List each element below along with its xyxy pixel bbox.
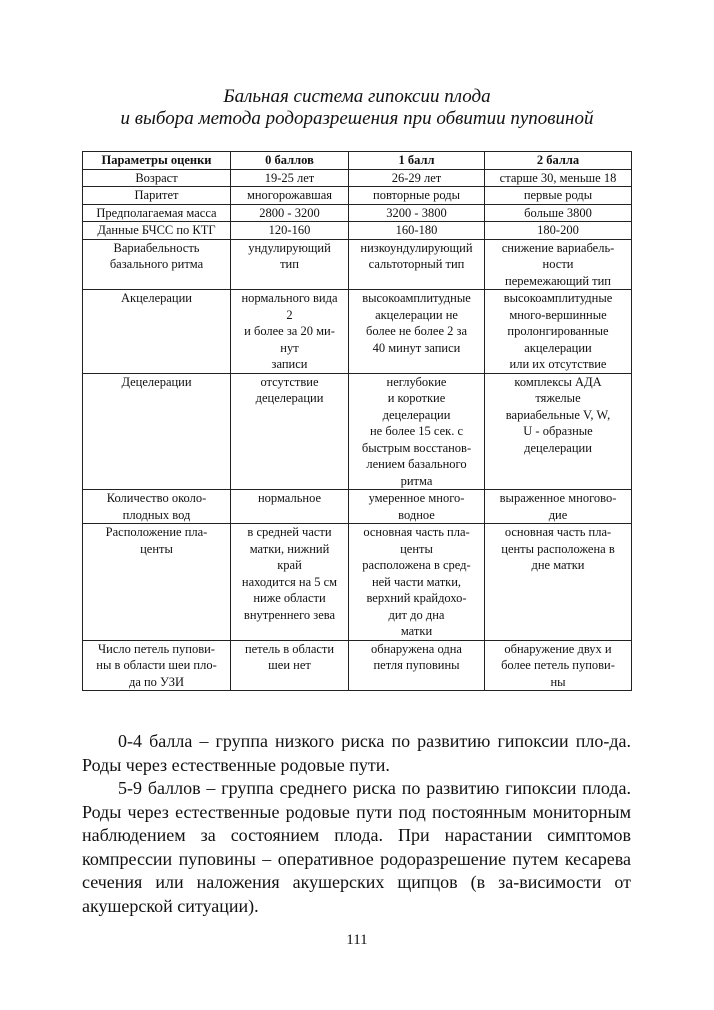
- cell-text-line: Акцелерации: [121, 291, 192, 305]
- table-cell-score-1: [349, 640, 485, 691]
- cell-text-line: обнаружена одна: [371, 641, 462, 656]
- cell-text-line: лением базального: [366, 457, 467, 471]
- paragraph-low-risk: 0-4 балла – группа низкого риска по развитию гипоксии пло-да. Роды через естественные родовые пути.: [82, 731, 631, 775]
- cell-text-line: снижение вариабель-: [501, 240, 615, 255]
- table-cell-param: [83, 222, 231, 240]
- cell-text-line: расположена в сред-: [362, 558, 471, 572]
- table-cell-score-1: [349, 239, 485, 290]
- cell-text-line: пролонгированные: [507, 324, 609, 338]
- table-cell-param: [83, 373, 231, 490]
- table-row: [83, 290, 632, 374]
- cell-text-line: больше 3800: [524, 205, 592, 220]
- table-row: [83, 222, 632, 240]
- cell-text-line: шеи нет: [268, 658, 311, 672]
- cell-text-line: акцелерации не: [375, 307, 458, 322]
- cell-text-line: 2800 - 3200: [259, 205, 320, 220]
- table-row: [83, 187, 632, 205]
- cell-text-line: Вариабельность: [113, 240, 200, 255]
- cell-text-line: децелерации: [524, 440, 592, 455]
- cell-text-line: петель в области: [244, 641, 335, 656]
- cell-text-line: Данные БЧСС по КТГ: [97, 223, 216, 237]
- table-cell-score-0: [231, 222, 349, 240]
- cell-text-line: старше 30, меньше 18: [499, 170, 617, 185]
- cell-text-line: обнаружение двух и: [504, 641, 612, 656]
- header-1-point: 1 балл: [349, 152, 485, 170]
- table-cell-param: [83, 490, 231, 524]
- table-cell-score-0: [231, 290, 349, 374]
- cell-text-line: водное: [398, 507, 435, 522]
- table-row: [83, 373, 632, 490]
- cell-text-line: верхний крайдохо-: [366, 591, 467, 605]
- hypoxia-score-table: [82, 151, 632, 691]
- table-cell-score-2: [485, 204, 632, 222]
- cell-text-line: Расположение пла-: [105, 525, 208, 539]
- cell-text-line: центы: [400, 541, 433, 556]
- table-title: [0, 86, 714, 130]
- cell-text-line: повторные роды: [373, 188, 460, 202]
- table-cell-score-0: [231, 490, 349, 524]
- cell-text-line: ны: [550, 674, 566, 689]
- table-cell-param: [83, 290, 231, 374]
- cell-text-line: в средней части: [247, 525, 332, 539]
- table-cell-score-2: [485, 222, 632, 240]
- cell-text-line: 120-160: [268, 223, 311, 237]
- cell-text-line: нормального вида: [241, 291, 338, 305]
- cell-text-line: Количество около-: [106, 491, 207, 505]
- cell-text-line: тяжелые: [535, 391, 581, 405]
- cell-text-line: низкоундулирующий: [360, 240, 473, 255]
- table-row: [83, 490, 632, 524]
- cell-text-line: не более 15 сек. с: [369, 424, 463, 438]
- cell-text-line: дит до дна: [388, 607, 445, 622]
- table-cell-score-2: [485, 373, 632, 490]
- body-text: [82, 730, 631, 918]
- table-body: [83, 169, 632, 691]
- table-cell-score-1: [349, 290, 485, 374]
- cell-text-line: 3200 - 3800: [386, 205, 447, 220]
- cell-text-line: основная часть пла-: [504, 525, 612, 539]
- cell-text-line: неглубокие: [386, 374, 447, 389]
- table-cell-score-1: [349, 222, 485, 240]
- cell-text-line: край: [277, 558, 302, 572]
- table-row: [83, 524, 632, 641]
- cell-text-line: записи: [271, 357, 308, 371]
- table-row: [83, 204, 632, 222]
- cell-text-line: 19-25 лет: [264, 170, 315, 185]
- cell-text-line: ундулирующий: [248, 240, 331, 255]
- cell-text-line: 26-29 лет: [391, 170, 442, 185]
- table-cell-score-1: [349, 373, 485, 490]
- cell-text-line: 180-200: [537, 223, 579, 237]
- cell-text-line: высокоамплитудные: [362, 291, 471, 305]
- cell-text-line: центы: [140, 541, 173, 556]
- table-cell-score-1: [349, 490, 485, 524]
- table-cell-score-0: [231, 640, 349, 691]
- cell-text-line: сальтоторный тип: [368, 257, 465, 271]
- cell-text-line: ны в области шеи пло-: [96, 658, 217, 672]
- cell-text-line: U - образные: [523, 424, 593, 438]
- title-line-2: и выбора метода родоразрешения при обвитии пуповиной: [120, 108, 594, 129]
- cell-text-line: вариабельные V, W,: [505, 407, 611, 422]
- cell-text-line: более петель пупови-: [501, 658, 615, 672]
- cell-text-line: ритма: [400, 473, 433, 488]
- cell-text-line: матки: [400, 624, 433, 638]
- cell-text-line: Децелерации: [121, 374, 192, 389]
- cell-text-line: нормальное: [257, 491, 322, 505]
- cell-text-line: нут: [280, 340, 299, 355]
- table-cell-score-2: [485, 490, 632, 524]
- cell-text-line: центы расположена в: [501, 541, 615, 556]
- header-2-points: 2 балла: [485, 152, 632, 170]
- table-cell-param: [83, 524, 231, 641]
- header-parameters: Параметры оценки: [83, 152, 231, 170]
- table-row: [83, 239, 632, 290]
- table-cell-score-0: [231, 204, 349, 222]
- cell-text-line: комплексы АДА: [514, 374, 602, 389]
- cell-text-line: базального ритма: [109, 257, 204, 271]
- cell-text-line: децелерации: [255, 391, 324, 405]
- table-cell-score-0: [231, 524, 349, 641]
- table-cell-score-0: [231, 373, 349, 490]
- cell-text-line: 2: [286, 307, 293, 322]
- table-cell-score-1: [349, 187, 485, 205]
- table-cell-score-0: [231, 239, 349, 290]
- table-cell-param: [83, 187, 231, 205]
- cell-text-line: или их отсутствие: [509, 357, 607, 371]
- title-line-1: Бальная система гипоксии плода: [223, 86, 491, 107]
- table-header-row: [83, 152, 632, 170]
- table-cell-param: [83, 204, 231, 222]
- cell-text-line: и короткие: [387, 391, 446, 405]
- cell-text-line: многорожавшая: [246, 188, 333, 202]
- cell-text-line: дне матки: [531, 558, 585, 572]
- table-cell-score-1: [349, 524, 485, 641]
- cell-text-line: акцелерации: [524, 340, 592, 355]
- table-cell-score-0: [231, 169, 349, 187]
- table-cell-score-1: [349, 204, 485, 222]
- page-number: 111: [346, 932, 368, 948]
- table-row: [83, 169, 632, 187]
- cell-text-line: ниже области: [253, 591, 326, 605]
- table-cell-score-2: [485, 524, 632, 641]
- table-cell-param: [83, 239, 231, 290]
- paragraph-medium-risk: 5-9 баллов – группа среднего риска по развитию гипоксии плода. Роды через естественные родовые пути под постоянным мониторным наблюдением за состоянием плода. При нарастании симптомов компрессии пуповины – оперативное родоразрешение путем кесарева сечения или наложения акушерских щипцов (в за-висимости от акушерской ситуации).: [82, 778, 631, 916]
- cell-text-line: и более за 20 ми-: [244, 324, 335, 338]
- cell-text-line: 40 минут записи: [372, 340, 461, 355]
- cell-text-line: быстрым восстанов-: [361, 440, 472, 455]
- table-row: [83, 640, 632, 691]
- cell-text-line: петля пуповины: [373, 658, 460, 672]
- header-0-points: 0 баллов: [231, 152, 349, 170]
- cell-text-line: Возраст: [135, 170, 178, 185]
- cell-text-line: тип: [280, 257, 299, 271]
- cell-text-line: основная часть пла-: [363, 525, 470, 539]
- cell-text-line: ности: [542, 257, 574, 271]
- cell-text-line: 160-180: [395, 223, 438, 237]
- table-cell-score-2: [485, 187, 632, 205]
- table-cell-score-2: [485, 169, 632, 187]
- cell-text-line: перемежающий тип: [505, 273, 611, 288]
- table-cell-param: [83, 640, 231, 691]
- table-cell-score-2: [485, 239, 632, 290]
- table-cell-score-2: [485, 640, 632, 691]
- table-cell-param: [83, 169, 231, 187]
- cell-text-line: много-вершинные: [509, 307, 607, 322]
- cell-text-line: внутреннего зева: [243, 607, 336, 622]
- cell-text-line: Паритет: [134, 188, 179, 202]
- cell-text-line: находится на 5 см: [241, 574, 338, 589]
- cell-text-line: плодных вод: [122, 507, 191, 522]
- cell-text-line: более не более 2 за: [365, 324, 468, 338]
- cell-text-line: дие: [548, 507, 568, 522]
- table-cell-score-2: [485, 290, 632, 374]
- cell-text-line: умеренное много-: [368, 491, 465, 505]
- cell-text-line: выраженное многово-: [499, 491, 617, 505]
- table-cell-score-1: [349, 169, 485, 187]
- cell-text-line: да по УЗИ: [128, 674, 185, 689]
- cell-text-line: отсутствие: [260, 374, 319, 389]
- cell-text-line: Число петель пупови-: [98, 641, 215, 656]
- cell-text-line: высокоамплитудные: [503, 291, 613, 305]
- table-cell-score-0: [231, 187, 349, 205]
- cell-text-line: ней части матки,: [371, 574, 462, 589]
- cell-text-line: децелерации: [382, 407, 451, 422]
- cell-text-line: матки, нижний: [249, 541, 330, 556]
- cell-text-line: первые роды: [523, 188, 593, 202]
- cell-text-line: Предполагаемая масса: [96, 205, 217, 220]
